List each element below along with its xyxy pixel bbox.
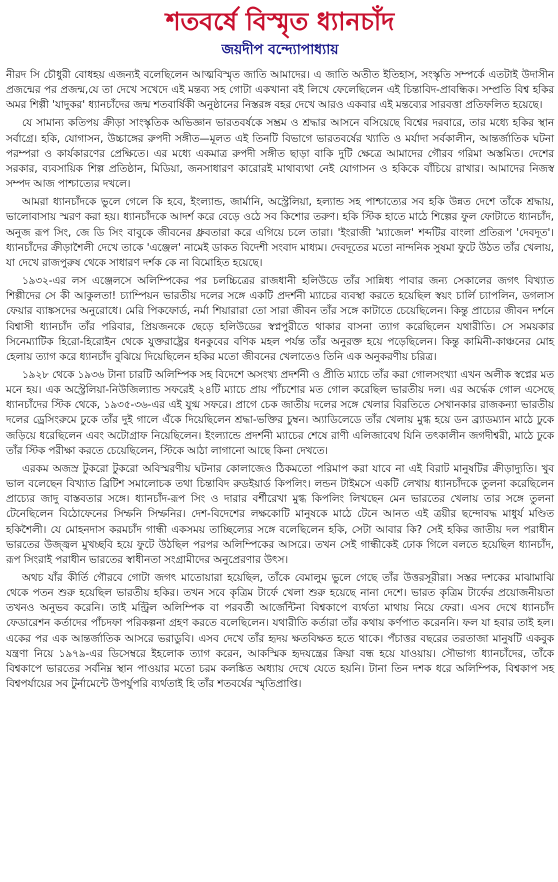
- paragraph-3: আমরা ধ্যানচাঁদকে ভুলে গেলে কি হবে, ইংল্যান্ড, জার্মানি, অস্ট্রেলিয়া, হল্যান্ড সহ পাশ্চাত্যের সব হকি উন্নত দেশে তাঁকে শ্রদ্ধায়, ভালোবাসায় স্মরণ করা হয়। ধ্যানচাঁদকে আদর্শ করে বেড়ে ওঠে সব কিশোর তরুণ। হকি স্টিক হাতে মাঠে শিল্পের ফুল ফোটাতে ধ্যানচাঁদ, অনুজ রূপ সিং, জে ডি সিং বাবুকে জীবনের ধ্রুবতারা করে এগিয়ে চলে তারা। 'ইংরাজী 'ম্যাজেল' শব্দটির বাংলা প্রতিরূপ 'দেবদূত'। ধ্যানচাঁদের ক্রীড়াশৈলী দেখে তাকে 'এঞ্জেল' নামেই ডাকত বিদেশী সংবাদ মাধ্যম। দেবদূতের মতো নান্দনিক সুষমা ফুটে উঠত তাঁর খেলায়, যা দেখে রাজপুরুষ থেকে সাধারণ দর্শক কে না বিমোহিত হয়েছে।: [6, 196, 554, 269]
- paragraph-2: যে সামান্য কতিপয় ক্রীড়া সাংস্কৃতিক অভিজ্ঞান ভারতবর্ষকে সম্ভ্রম ও শ্রদ্ধার আসনে বসিয়েছে বিশ্বের দরবারে, তার মধ্যে হকির স্থান সর্বাগ্রে। হকি, যোগাসন, উচ্চাঙ্গের রুপদী সঙ্গীত—মূলত এই তিনটি বিভাগে ভারতবর্ষের খ্যাতি ও মর্যাদা সর্বকালীন, আন্তর্জাতিক ঘটনা পরম্পরা ও কার্যকারণের প্রেক্ষিতে। এর মধ্যে একমাত্র রুপদী সঙ্গীত ছাড়া বাকি দুটি ক্ষেত্রে আমাদের গৌরব গরিমা অস্তমিত। দেশের সরকার, ব্যবসায়িক শিল্প প্রতিষ্ঠান, মিডিয়া, জনসাধারণ কারোরই মাথাব্যথা নেই যোগাসন ও হকিকে বাঁচিয়ে রাখার। আমাদের নিজস্ব সম্পদ আজ পাশ্চাত্যের দখলে।: [6, 117, 554, 191]
- author-byline: জয়দীপ বন্দ্যোপাধ্যায়: [221, 42, 339, 58]
- article-title: শতবর্ষে বিস্মৃত ধ্যানচাঁদ: [165, 7, 395, 36]
- article-body: [6, 68, 554, 692]
- paragraph-7: অথচ যাঁর কীর্তি গৌরবে গোটা জগৎ মাতোয়ারা হয়েছিল, তাঁকে বেমালুম ভুলে গেছে তাঁর উত্তরসূরীরা। সস্তর দশকের মাঝামাঝি থেকে পতন শুরু হয়েছিল ভারতীয় হকির। তখন সবে কৃত্রিম টার্ফে খেলা শুরু হয়েছে নানা দেশে। ভারত কৃত্রিম টার্ফের প্রয়োজনীয়তা তখনও অনুভব করেনি। তাই মন্ট্রিল অলিম্পিক বা পরবর্তী আর্জেন্টিনা বিশ্বকাপে ব্যর্থতা মাথায় নিয়ে ফেরা। এসব দেখে ধ্যানচাঁদ ফেডারেশন কর্তাদের পাঁচদফা পরিকল্পনা গ্রহণ করতে বলেছিলেন। যথারীতি কর্তারা তাঁর কথায় কর্ণপাত করেননি। ফল যা হবার তাই হল। একের পর এক আন্তর্জাতিক আসরে ভরাডুবি। এসব দেখে তাঁর হৃদয় ক্ষতবিক্ষত হতে থাকে। পঁচাত্তর বছরের তরতাজা মানুষটি একবুক যন্ত্রণা নিয়ে ১৯৭৯-এর ডিসেম্বরে ইহলোক ত্যাগ করেন, আকস্মিক হৃদযন্ত্রের ক্রিয়া বন্ধ হয়ে যাওয়ায়। সৌভাগ্য ধ্যানচাঁদের, তাঁকে বিশ্বকাপে ভারতের সর্বনিম্ন স্থান পাওয়ার মতো চরম কলঙ্কিত অধ্যায় দেখে যেতে হয়নি। টানা তিন দশক ধরে অলিম্পিক, বিশ্বকাপ সহ বিশ্বপর্যায়ের সব টুর্নামেন্টে উপর্যুপরি ব্যর্থতাই হি তাঁর শতবর্ষের স্মৃতিপ্রাপ্তি।: [6, 572, 554, 691]
- paragraph-4: ১৯৩২-এর লস এঞ্জেলসে অলিম্পিকের পর চলচ্চিত্রের রাজধানী হলিউডে তাঁর সান্নিধ্য পাবার জন্য সেকালের জগৎ বিখ্যাত শিল্পীদের সে কী আকুলতা! চ্যাম্পিয়ন ভারতীয় দলের সঙ্গে একটি প্রদর্শনী ম্যাচের ব্যবস্থা করতে হয়েছিল স্বয়ং চার্লি চ্যাপলিন, ডগলাস ফেয়ার ব্যাঙ্কসদের অনুরোধে। মেরি পিকফোর্ড, নর্মা শিয়ারারা তো সারা জীবন তাঁর সঙ্গে কাটাতে চেয়েছিলেন। কিন্তু প্রাচ্যের জীবন দর্শনে বিশ্বাসী ধ্যানচাঁদ তাঁর পরিবার, প্রিয়জনকে ছেড়ে হলিউডের স্বপ্নপুরীতে থাকার বাসনা ত্যাগ করেছিলেন যথারীতি। সে সময়কার সিনেম্যাটিক হিরো-হিরোইন থেকে যুক্তরাষ্ট্রের ধনকুবের বণিক মহল পর্যন্ত তাঁর অনুরক্ত হয়ে পড়েছিলেন। কিন্তু কামিনী-কাঞ্চনের মোহ হেলায় ত্যাগ করে ধ্যানচাঁদ বুঝিয়ে দিয়েছিলেন হকির মতো জীবনের খেলাতেও তিনি এক অনুকরণীয় চরিত্র।: [6, 275, 554, 363]
- paragraph-6: এরকম অজস্র টুকরো টুকরো অবিস্মরণীয় ঘটনার কোলাজেও ঠিকমতো পরিমাপ করা যাবে না এই বিরাট মানুষটির ক্রীড়াদ্যুতি। খুব ভাল বলেছেন বিখ্যাত ব্রিটিশ সমালোচক তথা চিন্তাবিদ রুডইয়ার্ড কিপলিং। লন্ডন টাইমসে একটি লেখায় ধ্যানচাঁদকে তুলনা করেছিলেন প্রাচ্যের জাদু বাস্তবতার সঙ্গে। ধ্যানচাঁদ-রূপ সিং ও দারার বর্শীরেখা মুগ্ধ কিপলিং লিখছেন মেন ভারতের খেলায় তার সঙ্গে তুলনা টেনেছিলেন বিঠোফেনের সিম্ফনি সিম্ফনির। দেশ-বিদেশের লক্ষকোটি মানুষকে মাঠে টেনে আনত এই ত্রয়ীর ছন্দোবদ্ধ মাধুর্য মণ্ডিত হকিশৈলী। যে মোহনদাস করমচাঁদ গান্ধী একসময় তাচ্ছিল্যের সঙ্গে বলেছিলেন হকি, সেটা আবার কি? সেই হকির জাতীয় দল পরাধীন ভারতের উজ্জ্বল মুখচ্ছবি হয়ে ফুটে উঠছিল পরপর অলিম্পিকের আসরে। তখন সেই গান্ধীকেই ঢোক গিলে বলতে হয়েছিল ধ্যানচাঁদ, রূপ সিংরাই পরাধীন ভারতের স্বাধীনতা সংগ্রামীদের অনুপ্রেরণার উৎস।: [6, 462, 554, 566]
- paragraph-1: নীরদ সি চৌধুরী বোধহয় এজন্যই বলেছিলেন আত্মবিস্মৃত জাতি আমাদের। এ জাতি অতীত ইতিহাস, সংস্কৃতি সম্পর্কে এতটাই উদাসীন প্রজন্মের পর প্রজন্ম,যে তা দেখে সখেদে এই মন্তব্য সহ গোটা একখানা বই লিখে ফেলেছিলেন এই চিন্তাবিদ-প্রাবন্ধিক। সম্প্রতি বিশ্ব হকির অমর শিল্পী 'যাদুকর' ধ্যানচাঁদের জন্ম শতবার্ষিকী অনুষ্ঠানের নিস্তরঙ্গ বহর দেখে আরও একবার এই মন্তব্যের সারবত্তা প্রতিফলিত হয়েছে।: [6, 69, 554, 112]
- paragraph-5: ১৯২৮ থেকে ১৯৩৬ টানা চারটি অলিম্পিক সহ বিদেশে অসংখ্য প্রদর্শনী ও প্রীতি ম্যাচে তাঁর করা গোলসংখ্যা এখন অলীক স্বপ্নের মত মনে হয়। এক অস্ট্রেলিয়া-নিউজিল্যান্ড সফরেই ২৪টি ম্যাচে প্রায় পাঁচশোর মত গোল করেছিল ভারতীয় দল। এর অর্দ্ধেক গোল এসেছে ধ্যানচাঁদের স্টিক থেকে, ১৯৩৫-৩৬-এর এই যুগ্ম সফরে। প্রাগে চেক জাতীয় দলের সঙ্গে খেলার বিরতিতে সেখানকার রাজকন্যা ভারতীয় দলের ড্রেসিংরুমে ঢুকে তাঁর দুই গালে এঁকে দিয়েছিলেন শ্রদ্ধা-ভক্তির চুম্বন। অ্যাডিলেডে তাঁর খেলায় মুগ্ধ হয়ে ডন ব্র্যাডম্যান মাঠে ঢুকে জড়িয়ে ধরেছিলেন এবং অটোগ্রাফ নিয়েছিলেন। ইংল্যান্ডে প্রদর্শনী ম্যাচের শেষে রাণী এলিজাবেথ যিনি তৎকালীন জগদীশ্বরী, মাঠে ঢুকে তাঁর স্টিক পরীক্ষা করতে চেয়েছিলেন, স্টিকে আঠা লাগানো আছে কিনা দেখতে।: [6, 368, 554, 457]
